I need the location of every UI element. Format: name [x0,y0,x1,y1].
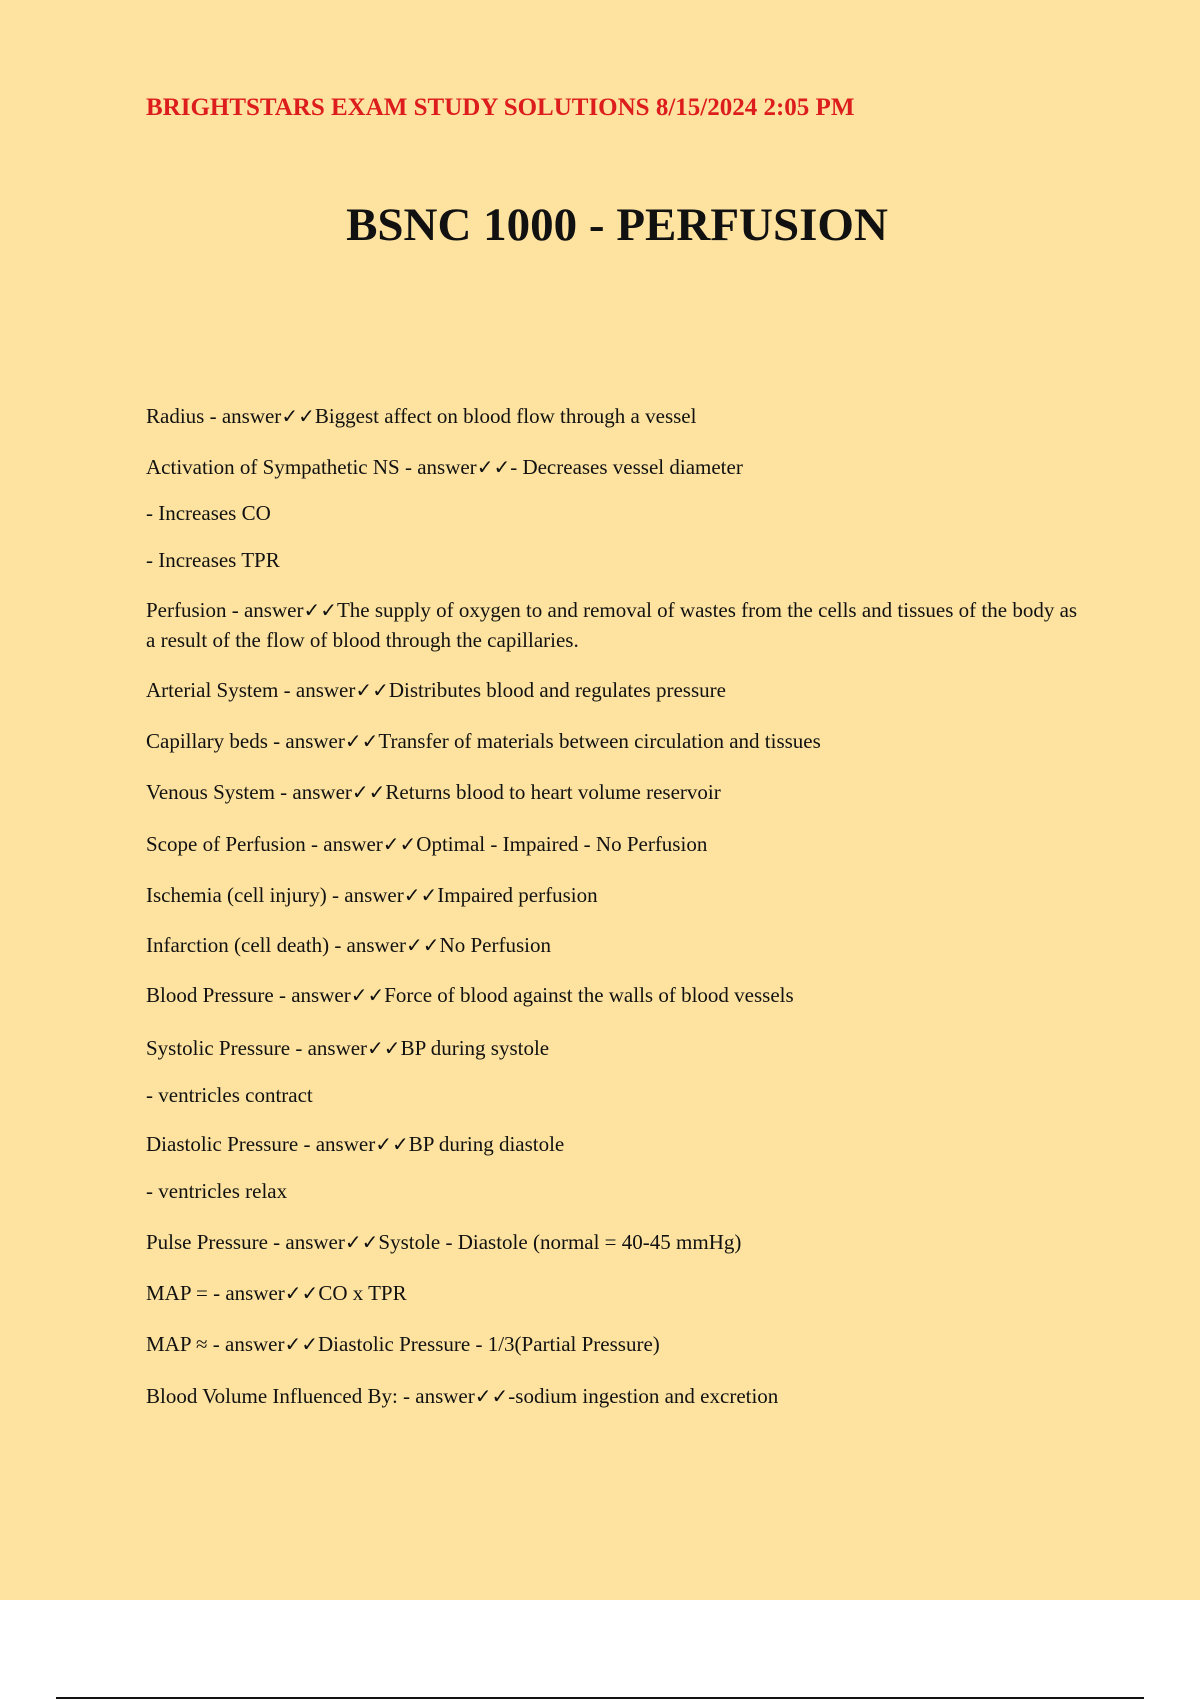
entry-map-equals [146,1278,407,1308]
entry-definition: Distributes blood and regulates pressure [388,678,726,702]
double-check-icon: ✓✓ [403,883,438,907]
entry-definition: Diastolic Pressure - 1/3(Partial Pressure) [318,1332,660,1356]
entry-scope-of-perfusion [146,829,707,859]
entry-radius [146,401,696,431]
entry-definition: Force of blood against the walls of blood vessels [384,983,794,1007]
entry-map-approx [146,1329,660,1359]
entry-definition: -sodium ingestion and excretion [508,1384,779,1408]
entry-ischemia [146,880,598,910]
entry-arterial-system [146,675,726,705]
entry-venous-system [146,777,721,807]
entry-definition: - Decreases vessel diameter [510,455,743,479]
double-check-icon: ✓✓ [281,404,315,428]
double-check-icon: ✓✓ [367,1036,401,1060]
entry-term: Venous System - answer [146,780,352,804]
entry-term: Capillary beds - answer [146,729,345,753]
entry-continuation: - ventricles relax [146,1179,288,1203]
entry-definition: No Perfusion [439,933,551,957]
entry-term: Blood Volume Influenced By: - answer [146,1384,475,1408]
entry-definition: Biggest affect on blood flow through a vessel [314,404,697,428]
double-check-icon: ✓✓ [382,832,417,856]
entry-term: Diastolic Pressure - answer [146,1132,376,1156]
entry-term: Infarction (cell death) - answer [146,933,407,957]
double-check-icon: ✓✓ [284,1332,318,1356]
entry-term: Pulse Pressure - answer [146,1230,345,1254]
entry-term: Ischemia (cell injury) - answer [146,883,404,907]
entry-blood-pressure [146,980,794,1010]
double-check-icon: ✓✓ [351,780,386,804]
double-check-icon: ✓✓ [344,729,379,753]
entry-term: MAP ≈ - answer [146,1332,285,1356]
entry-systolic-pressure [146,1033,549,1063]
entry-term: Radius - answer [146,404,282,428]
bottom-divider [56,1697,1144,1699]
entry-term: Perfusion - answer [146,598,304,622]
entry-sympathetic-ns [146,452,743,482]
entry-definition: Optimal - Impaired - No Perfusion [416,832,708,856]
entry-term: Scope of Perfusion - answer [146,832,383,856]
double-check-icon: ✓✓ [355,678,389,702]
entry-continuation: - Increases CO [146,501,271,525]
double-check-icon: ✓✓ [474,1384,509,1408]
entry-term: Blood Pressure - answer [146,983,351,1007]
entry-definition: BP during systole [400,1036,550,1060]
entry-definition: CO x TPR [318,1281,407,1305]
entry-term: Arterial System - answer [146,678,356,702]
entry-continuation: - Increases TPR [146,548,280,572]
entry-diastolic-pressure [146,1129,564,1159]
entry-infarction [146,930,551,960]
double-check-icon: ✓✓ [344,1230,379,1254]
entry-term: Activation of Sympathetic NS - answer [146,455,477,479]
entry-definition: BP during diastole [408,1132,565,1156]
entry-term: MAP = - answer [146,1281,285,1305]
double-check-icon: ✓✓ [303,598,337,622]
entry-continuation: - ventricles contract [146,1083,313,1107]
page-title: BSNC 1000 - PERFUSION [346,199,888,251]
entry-definition: Returns blood to heart volume reservoir [385,780,721,804]
entry-pulse-pressure [146,1227,741,1257]
entry-definition: Systole - Diastole (normal = 40-45 mmHg) [378,1230,742,1254]
double-check-icon: ✓✓ [350,983,385,1007]
double-check-icon: ✓✓ [476,455,511,479]
entry-capillary-beds [146,726,821,756]
entry-definition: Transfer of materials between circulation and tissues [378,729,821,753]
entry-perfusion [146,595,1086,655]
entry-definition: The supply of oxygen to and removal of wastes from the cells and tissues of the body as a result of the flow of blood through the capillaries. [146,598,1078,652]
double-check-icon: ✓✓ [406,933,440,957]
double-check-icon: ✓✓ [284,1281,319,1305]
entry-term: Systolic Pressure - answer [146,1036,368,1060]
source-header: BRIGHTSTARS EXAM STUDY SOLUTIONS 8/15/2024 2:05 PM [146,94,855,121]
double-check-icon: ✓✓ [375,1132,409,1156]
entry-blood-volume [146,1381,778,1411]
entry-definition: Impaired perfusion [437,883,598,907]
